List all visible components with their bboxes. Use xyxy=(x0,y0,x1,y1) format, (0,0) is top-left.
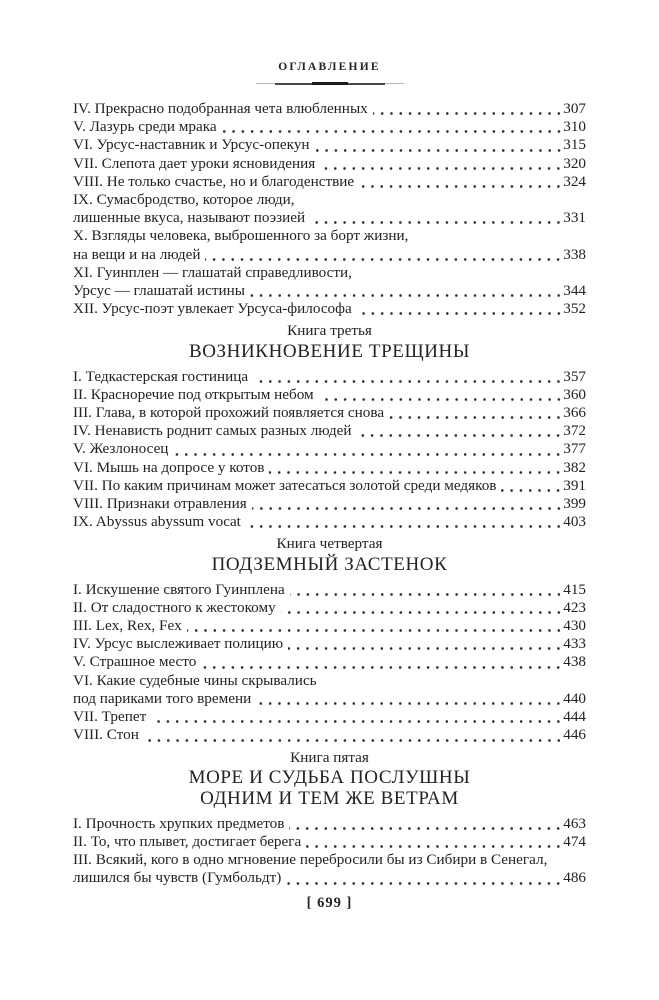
dot-leader xyxy=(173,453,563,456)
page-footer xyxy=(73,888,586,912)
page-number: 391 xyxy=(563,476,586,494)
dot-leader xyxy=(320,167,563,170)
toc-entry-line: X. Взгляды человека, выброшенного за борт жизни, xyxy=(73,227,409,245)
book-kicker: Книга пятая xyxy=(290,748,369,766)
toc-entry-text: V. Жезлоносец xyxy=(73,440,169,458)
dot-leader xyxy=(359,185,563,188)
page-number: 415 xyxy=(563,580,586,598)
toc-entry xyxy=(73,851,586,887)
toc-entry-line xyxy=(73,282,586,300)
toc-entry-line xyxy=(73,404,586,422)
dot-leader xyxy=(256,702,563,705)
toc-entry-line xyxy=(73,155,586,173)
dot-leader xyxy=(281,611,564,614)
toc-entry-list xyxy=(73,581,586,745)
toc-entry xyxy=(73,100,586,118)
toc-entry-text: VI. Мышь на допросе у котов xyxy=(73,458,265,476)
running-head xyxy=(73,60,586,86)
toc-entry-line xyxy=(73,173,586,191)
dot-leader xyxy=(501,489,563,492)
page-number: 430 xyxy=(563,617,586,635)
toc-entry xyxy=(73,617,586,635)
toc-entry-list xyxy=(73,368,586,532)
page-number: 360 xyxy=(563,385,586,403)
dot-leader xyxy=(315,149,564,152)
dot-leader xyxy=(286,882,563,885)
toc-entry-line xyxy=(73,599,586,617)
toc-entry-line xyxy=(73,300,586,318)
decorative-rule xyxy=(256,81,404,86)
toc-entry-text: VII. По каким причинам может затесаться золотой среди медяков xyxy=(73,476,497,494)
toc-entry-text: лишился бы чувств (Гумбольдт) xyxy=(73,869,282,887)
dot-leader xyxy=(252,507,564,510)
page-number: 324 xyxy=(563,172,586,190)
toc-entry xyxy=(73,477,586,495)
toc-entry xyxy=(73,815,586,833)
toc-entry-text: III. Lex, Rex, Fex xyxy=(73,617,182,635)
dot-leader xyxy=(290,593,564,596)
toc-entry-text: лишенные вкуса, называют поэзией xyxy=(73,209,306,227)
dot-leader xyxy=(319,398,564,401)
toc-entry-text: IV. Урсус выслеживает полицию xyxy=(73,635,284,653)
toc-entry-line xyxy=(73,477,586,495)
toc-entry-line xyxy=(73,368,586,386)
toc-entry-text: VIII. Не только счастье, но и благоденствие xyxy=(73,172,355,190)
dot-leader xyxy=(389,416,563,419)
toc-entry xyxy=(73,513,586,531)
toc-entry-text: IX. Abyssus abyssum vocat xyxy=(73,513,241,531)
dot-leader xyxy=(373,112,563,115)
dot-leader xyxy=(269,471,563,474)
rule-thick-line xyxy=(312,82,348,85)
toc-entry xyxy=(73,422,586,440)
toc-entry-line xyxy=(73,386,586,404)
toc-entry-text: VI. Урсус-наставник и Урсус-опекун xyxy=(73,136,310,154)
toc-section xyxy=(73,322,586,531)
toc-entry-line xyxy=(73,136,586,154)
page-number: 474 xyxy=(563,832,586,850)
toc-entry-text: VIII. Признаки отравления xyxy=(73,495,247,513)
toc-entry-text: I. Прочность хрупких предметов xyxy=(73,814,285,832)
page-number: 310 xyxy=(563,118,586,136)
toc-section xyxy=(73,100,586,318)
toc-entry-line xyxy=(73,422,586,440)
dot-leader xyxy=(151,720,563,723)
toc-entry xyxy=(73,191,586,227)
toc-entry-line: VI. Какие судебные чины скрывались xyxy=(73,671,317,689)
dot-leader xyxy=(205,258,563,261)
toc-entry xyxy=(73,599,586,617)
page-number: 444 xyxy=(563,708,586,726)
folio-page-number: [ 699 ] xyxy=(306,894,353,911)
toc-entry xyxy=(73,300,586,318)
page-number: 366 xyxy=(563,404,586,422)
toc-entry-line: III. Всякий, кого в одно мгновение перебросили бы из Сибири в Сенегал, xyxy=(73,851,548,869)
toc-entry-line xyxy=(73,690,586,708)
toc-entry xyxy=(73,672,586,708)
page-number: 372 xyxy=(563,422,586,440)
toc-entry-line xyxy=(73,708,586,726)
toc-entry-text: VII. Трепет xyxy=(73,708,147,726)
page-number: 433 xyxy=(563,635,586,653)
toc-entry-line xyxy=(73,100,586,118)
dot-leader xyxy=(201,666,563,669)
book-title-line: ВОЗНИКНОВЕНИЕ ТРЕЩИНЫ xyxy=(188,340,471,362)
page-number: 423 xyxy=(563,598,586,616)
toc-entry-line xyxy=(73,459,586,477)
toc-entry xyxy=(73,227,586,263)
book-title-line: ОДНИМ И ТЕМ ЖЕ ВЕТРАМ xyxy=(200,787,459,809)
page-number: 307 xyxy=(563,100,586,117)
page-number: 463 xyxy=(563,814,586,832)
page-number: 399 xyxy=(563,495,586,513)
toc-entry xyxy=(73,136,586,154)
toc-entry-line xyxy=(73,635,586,653)
toc-entry-text: I. Искушение святого Гуинплена xyxy=(73,580,285,598)
page-number: 446 xyxy=(563,726,586,744)
toc-entry xyxy=(73,653,586,671)
book-title-line: МОРЕ И СУДЬБА ПОСЛУШНЫ xyxy=(188,766,471,788)
dot-leader xyxy=(306,845,563,848)
toc-entry-line xyxy=(73,581,586,599)
dot-leader xyxy=(310,221,563,224)
toc-entry-line xyxy=(73,209,586,227)
toc-entry-text: V. Лазурь среди мрака xyxy=(73,118,217,136)
toc-entry-text: IV. Прекрасно подобранная чета влюбленных xyxy=(73,100,368,117)
toc-entry-text: I. Тедкастерская гостиница xyxy=(73,367,249,385)
toc-entry-line xyxy=(73,440,586,458)
toc-entry xyxy=(73,173,586,191)
toc-entry-text: II. То, что плывет, достигает берега xyxy=(73,832,302,850)
toc-entry xyxy=(73,368,586,386)
toc-entry-text: II. Красноречие под открытым небом xyxy=(73,385,314,403)
page-number: 338 xyxy=(563,245,586,263)
dot-leader xyxy=(356,434,563,437)
page-number: 440 xyxy=(563,689,586,707)
dot-leader xyxy=(246,525,563,528)
dot-leader xyxy=(144,739,563,742)
toc-entry xyxy=(73,264,586,300)
page-number: 403 xyxy=(563,513,586,531)
toc-entry-text: IV. Ненависть роднит самых разных людей xyxy=(73,422,352,440)
toc-entry xyxy=(73,440,586,458)
toc-entry-list xyxy=(73,100,586,318)
book-title-line: ПОДЗЕМНЫЙ ЗАСТЕНОК xyxy=(211,553,448,575)
dot-leader xyxy=(250,294,563,297)
toc-sections xyxy=(73,100,586,888)
toc-entry xyxy=(73,386,586,404)
toc-entry xyxy=(73,708,586,726)
page-number: 438 xyxy=(563,653,586,671)
dot-leader xyxy=(222,130,564,133)
toc-entry-line xyxy=(73,118,586,136)
toc-entry-line xyxy=(73,726,586,744)
page-number: 352 xyxy=(563,300,586,318)
page-number: 486 xyxy=(563,869,586,887)
toc-entry xyxy=(73,155,586,173)
page-number: 377 xyxy=(563,440,586,458)
toc-entry-text: V. Страшное место xyxy=(73,653,197,671)
page-title: ОГЛАВЛЕНИЕ xyxy=(278,61,381,73)
toc-entry xyxy=(73,495,586,513)
toc-entry-line xyxy=(73,513,586,531)
dot-leader xyxy=(253,380,563,383)
toc-entry xyxy=(73,459,586,477)
page-number: 382 xyxy=(563,458,586,476)
toc-entry-text: XII. Урсус-поэт увлекает Урсуса-философа xyxy=(73,300,352,318)
toc-entry-line xyxy=(73,617,586,635)
dot-leader xyxy=(289,827,563,830)
toc-entry-line xyxy=(73,653,586,671)
toc-entry-line xyxy=(73,815,586,833)
toc-entry xyxy=(73,581,586,599)
page-number: 320 xyxy=(563,154,586,172)
toc-entry-list xyxy=(73,815,586,888)
page-number: 315 xyxy=(563,136,586,154)
toc-entry-line: IX. Сумасбродство, которое люди, xyxy=(73,191,295,209)
page-number: 357 xyxy=(563,367,586,385)
toc-entry-text: II. От сладостного к жестокому xyxy=(73,598,276,616)
toc-entry xyxy=(73,118,586,136)
page-number: 344 xyxy=(563,282,586,300)
book-kicker: Книга третья xyxy=(287,322,372,340)
toc-entry-line xyxy=(73,833,586,851)
dot-leader xyxy=(187,629,563,632)
dot-leader xyxy=(357,312,563,315)
toc-entry-line: XI. Гуинплен — глашатай справедливости, xyxy=(73,263,352,281)
toc-entry xyxy=(73,833,586,851)
toc-entry-text: VIII. Стон xyxy=(73,726,139,744)
toc-entry-text: на вещи и на людей xyxy=(73,245,201,263)
toc-entry-line xyxy=(73,869,586,887)
toc-entry-line xyxy=(73,246,586,264)
page-number: 331 xyxy=(563,209,586,227)
toc-entry xyxy=(73,635,586,653)
toc-entry-text: под париками того времени xyxy=(73,689,252,707)
toc-entry-text: VII. Слепота дает уроки ясновидения xyxy=(73,154,316,172)
toc-section xyxy=(73,749,586,888)
toc-entry-text: III. Глава, в которой прохожий появляется снова xyxy=(73,404,385,422)
toc-entry-text: Урсус — глашатай истины xyxy=(73,282,245,300)
dot-leader xyxy=(288,647,563,650)
toc-section xyxy=(73,535,586,744)
toc-entry xyxy=(73,404,586,422)
book-kicker: Книга четвертая xyxy=(276,535,383,553)
toc-entry xyxy=(73,726,586,744)
toc-entry-line xyxy=(73,495,586,513)
